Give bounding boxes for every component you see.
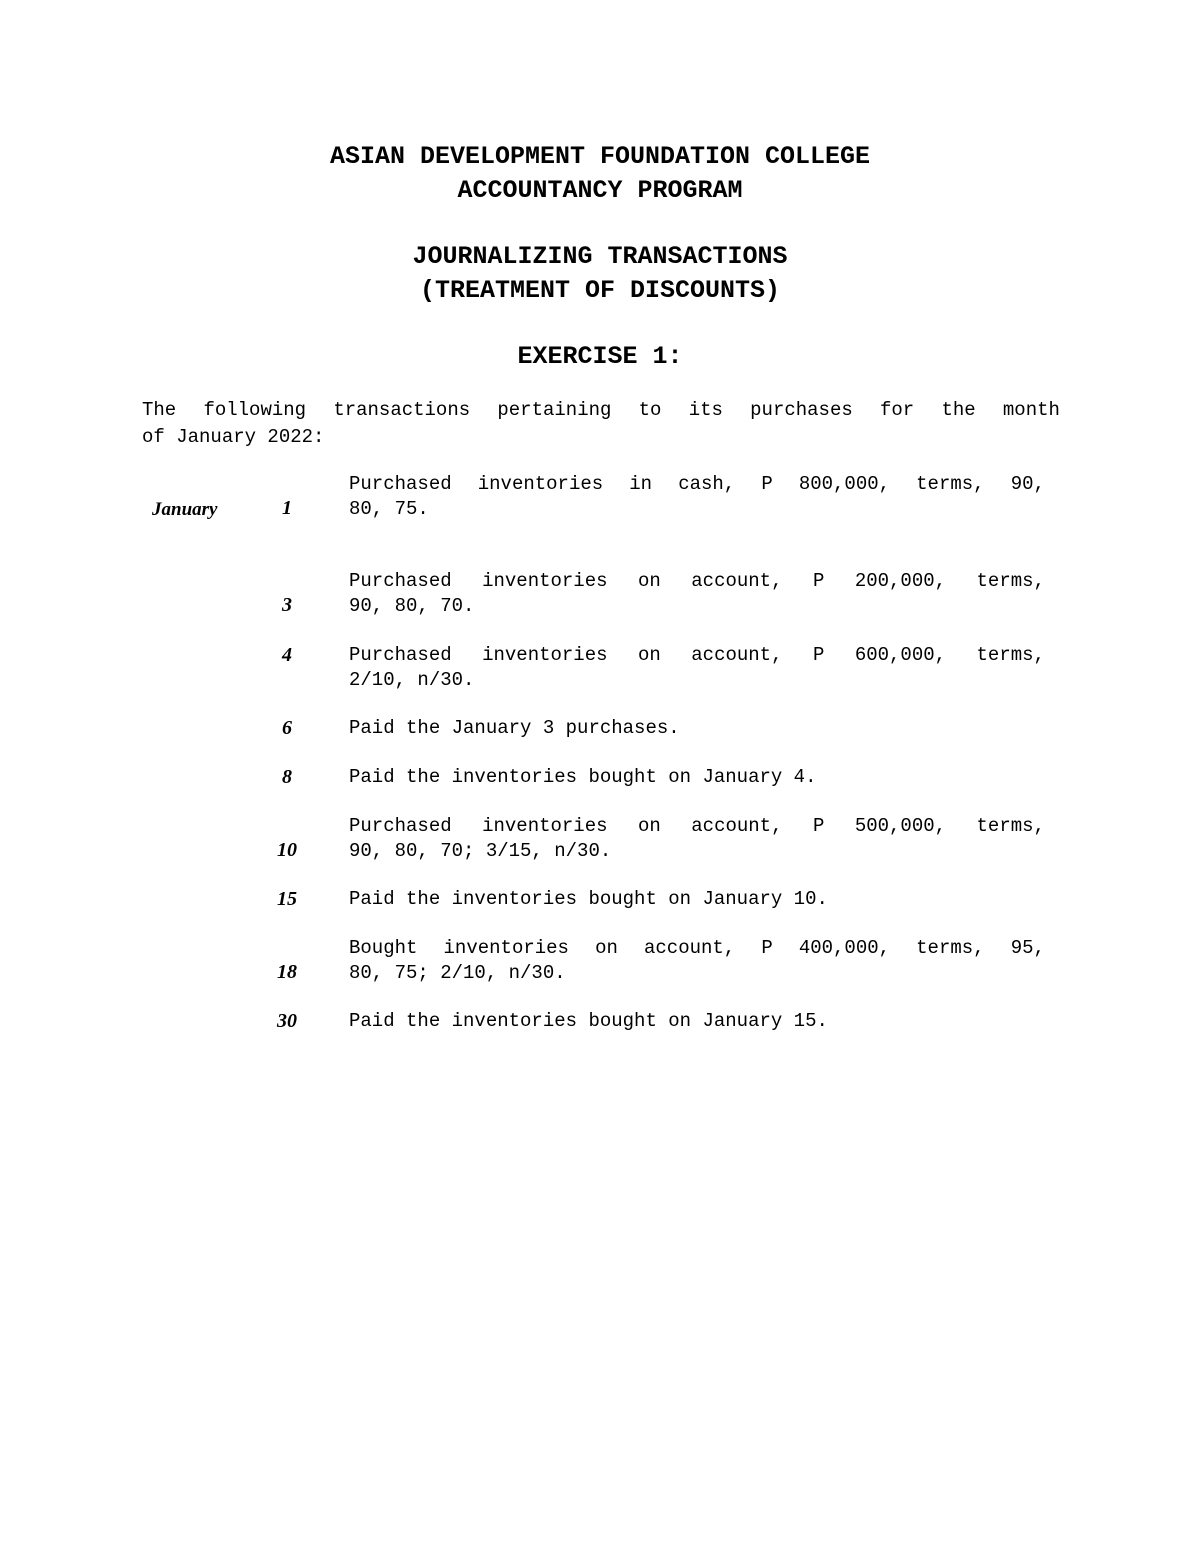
transaction-description	[349, 569, 1045, 618]
transaction-day: 30	[277, 1010, 297, 1032]
description-word: P	[761, 937, 773, 959]
description-line: Paid the inventories bought on January 15.	[349, 1010, 828, 1032]
description-word: inventories	[482, 815, 608, 837]
description-line: Paid the inventories bought on January 4.	[349, 766, 817, 788]
description-word: 500,000,	[854, 815, 947, 837]
description-line: 80, 75.	[349, 497, 429, 520]
description-line: Paid the January 3 purchases.	[349, 717, 680, 739]
description-line: Paid the inventories bought on January 10.	[349, 888, 828, 910]
transaction-day: 18	[277, 961, 297, 983]
transaction-description	[349, 814, 1045, 863]
transaction-description	[349, 716, 1045, 741]
description-word: 90,	[1010, 473, 1045, 495]
description-word: inventories	[482, 644, 608, 666]
intro-word: to	[638, 399, 662, 421]
description-word: in	[629, 473, 653, 495]
description-word: terms,	[976, 815, 1045, 837]
transaction-description	[349, 472, 1045, 521]
intro-paragraph	[142, 397, 1060, 451]
intro-word: month	[1002, 399, 1060, 421]
transaction-description	[349, 1009, 1045, 1034]
description-word: Purchased	[349, 570, 452, 592]
institution-title: ASIAN DEVELOPMENT FOUNDATION COLLEGE	[329, 142, 871, 171]
intro-word: following	[203, 399, 307, 421]
transaction-description	[349, 936, 1045, 985]
description-line	[349, 643, 1045, 668]
intro-word: pertaining	[497, 399, 612, 421]
transaction-description	[349, 887, 1045, 912]
transaction-day: 15	[277, 888, 297, 910]
description-word: P	[812, 644, 825, 666]
transaction-description	[349, 643, 1045, 692]
description-word: cash,	[678, 473, 736, 495]
description-line: 90, 80, 70.	[349, 594, 475, 617]
description-word: terms,	[976, 570, 1045, 592]
exercise-title: EXERCISE 1:	[517, 342, 683, 371]
description-word: 95,	[1010, 937, 1045, 959]
intro-word: for	[880, 399, 915, 421]
description-word: 400,000,	[798, 937, 891, 959]
description-word: 200,000,	[854, 570, 947, 592]
description-word: Purchased	[349, 815, 452, 837]
description-word: P	[812, 570, 825, 592]
description-line: 2/10, n/30.	[349, 668, 475, 691]
transaction-day: 8	[282, 766, 292, 788]
description-word: Purchased	[349, 473, 452, 495]
intro-line-1	[142, 397, 1060, 424]
program-title: ACCOUNTANCY PROGRAM	[457, 176, 743, 205]
description-word: on	[595, 937, 618, 959]
description-line	[349, 814, 1045, 839]
description-word: on	[637, 815, 661, 837]
transaction-day: 1	[282, 497, 292, 519]
month-label: January	[152, 499, 218, 520]
intro-word: the	[941, 399, 976, 421]
intro-word: The	[142, 399, 177, 421]
description-word: on	[637, 570, 661, 592]
description-word: account,	[691, 815, 783, 837]
transaction-description	[349, 765, 1045, 790]
description-word: account,	[643, 937, 736, 959]
description-line: 90, 80, 70; 3/15, n/30.	[349, 839, 612, 862]
intro-line-2: of January 2022:	[142, 426, 325, 448]
description-word: inventories	[477, 473, 604, 495]
description-word: on	[637, 644, 661, 666]
description-word: 800,000,	[798, 473, 891, 495]
description-line: 80, 75; 2/10, n/30.	[349, 961, 566, 984]
description-word: terms,	[976, 644, 1045, 666]
description-line	[349, 569, 1045, 594]
intro-word: purchases	[750, 399, 853, 421]
description-word: account,	[691, 644, 783, 666]
description-word: P	[761, 473, 773, 495]
description-word: terms,	[916, 937, 985, 959]
description-word: Bought	[349, 937, 418, 959]
transaction-day: 3	[282, 594, 292, 616]
description-line	[349, 936, 1045, 961]
transaction-day: 6	[282, 717, 292, 739]
description-word: account,	[691, 570, 783, 592]
transaction-day: 10	[277, 839, 297, 861]
intro-word: its	[688, 399, 723, 421]
description-word: 600,000,	[854, 644, 947, 666]
description-word: Purchased	[349, 644, 452, 666]
description-line	[349, 472, 1045, 497]
transaction-day: 4	[282, 644, 292, 666]
description-word: inventories	[443, 937, 569, 959]
description-word: P	[812, 815, 825, 837]
intro-word: transactions	[333, 399, 471, 421]
subtopic-title: (TREATMENT OF DISCOUNTS)	[419, 276, 781, 305]
description-word: terms,	[916, 473, 985, 495]
description-word: inventories	[482, 570, 608, 592]
topic-title: JOURNALIZING TRANSACTIONS	[412, 242, 788, 271]
